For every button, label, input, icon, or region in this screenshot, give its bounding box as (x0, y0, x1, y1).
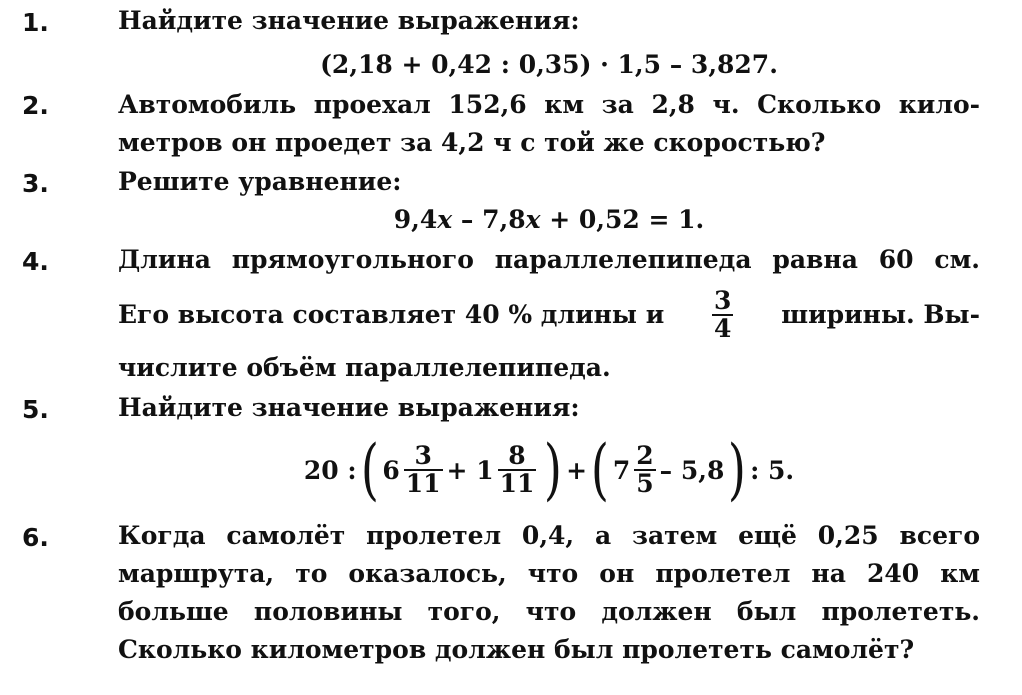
fraction-2-5 (634, 443, 655, 497)
problem-number-1: 1. (22, 8, 49, 37)
problem-1-line-1: Найдите значение выражения: (118, 6, 580, 35)
problem-3-line-1: Решите уравнение: (118, 167, 402, 196)
problem-number-2: 2. (22, 91, 49, 120)
problem-number-4: 4. (22, 247, 49, 276)
left-paren: ( (590, 431, 609, 508)
problem-4-line-1-text: Длина прямоугольного параллелепипеда равна 60 см. (118, 245, 980, 274)
plus-operator: + (566, 455, 588, 485)
fraction-numerator: 2 (636, 441, 654, 470)
problem-number-5: 5. (22, 395, 49, 424)
whole-part: 6 (382, 455, 400, 485)
whole-part: 7 (612, 455, 631, 485)
problem-4-line-3 (118, 349, 980, 387)
fraction-three-quarters (712, 288, 733, 342)
fraction-numerator: 3 (414, 441, 432, 470)
problem-2-line-1: Автомобиль проехал 152,6 км за 2,8 ч. Сколько кило- (118, 90, 980, 119)
problem-6-line-4: Сколько километров должен был пролететь самолёт? (118, 635, 915, 664)
fraction-3-11 (404, 443, 443, 497)
problem-4-line-3-text: числите объём параллелепипеда. (118, 353, 611, 382)
problem-2-text (118, 86, 980, 162)
problem-1-formula: (2,18 + 0,42 : 0,35) · 1,5 – 3,827. (320, 50, 778, 79)
problem-4-line-2-a: Его высота составляет 40 % длины и (118, 300, 665, 329)
problem-1-text (118, 2, 980, 40)
problem-5-text (118, 389, 980, 427)
problem-4-line-1 (118, 241, 980, 279)
fraction-denominator: 4 (714, 314, 732, 343)
fraction-8-11 (498, 443, 537, 497)
expr-start: 20 : (303, 455, 357, 485)
problem-6-text (118, 517, 980, 669)
fraction-numerator: 3 (714, 286, 732, 315)
fraction-denominator: 11 (499, 469, 535, 498)
problem-3-text (118, 163, 980, 201)
fraction-denominator: 5 (636, 469, 654, 498)
equation-part: 9,4 (393, 205, 438, 234)
problem-5-line-1: Найдите значение выражения: (118, 393, 580, 422)
problem-number-3: 3. (22, 169, 49, 198)
fraction-denominator: 11 (405, 469, 441, 498)
equation-variable: x (437, 205, 453, 234)
problem-6-line-2: маршрута, то оказалось, что он пролетел на 240 км (118, 559, 980, 588)
right-paren: ) (544, 431, 563, 508)
fraction-numerator: 8 (508, 441, 526, 470)
left-paren: ( (360, 431, 379, 508)
problem-number-6: 6. (22, 523, 49, 552)
problem-6-line-1: Когда самолёт пролетел 0,4, а затем ещё 0,25 всего (118, 521, 980, 550)
problem-2-line-2: метров он проедет за 4,2 ч с той же скоростью? (118, 128, 826, 157)
problem-4-line-2 (118, 287, 980, 343)
plus-term: + 1 (446, 455, 494, 485)
equation-variable: x (525, 205, 541, 234)
equation-part: – 7,8 (452, 205, 526, 234)
expr-end: : 5. (750, 455, 795, 485)
problem-6-line-3: больше половины того, что должен был пролететь. (118, 597, 980, 626)
minus-term: – 5,8 (659, 455, 725, 485)
equation-part: + 0,52 = 1. (540, 205, 705, 234)
problem-5-expression (118, 431, 980, 508)
problem-3-equation (118, 205, 980, 234)
right-paren: ) (728, 431, 747, 508)
problem-4-line-2-b: ширины. Вы- (781, 300, 980, 329)
